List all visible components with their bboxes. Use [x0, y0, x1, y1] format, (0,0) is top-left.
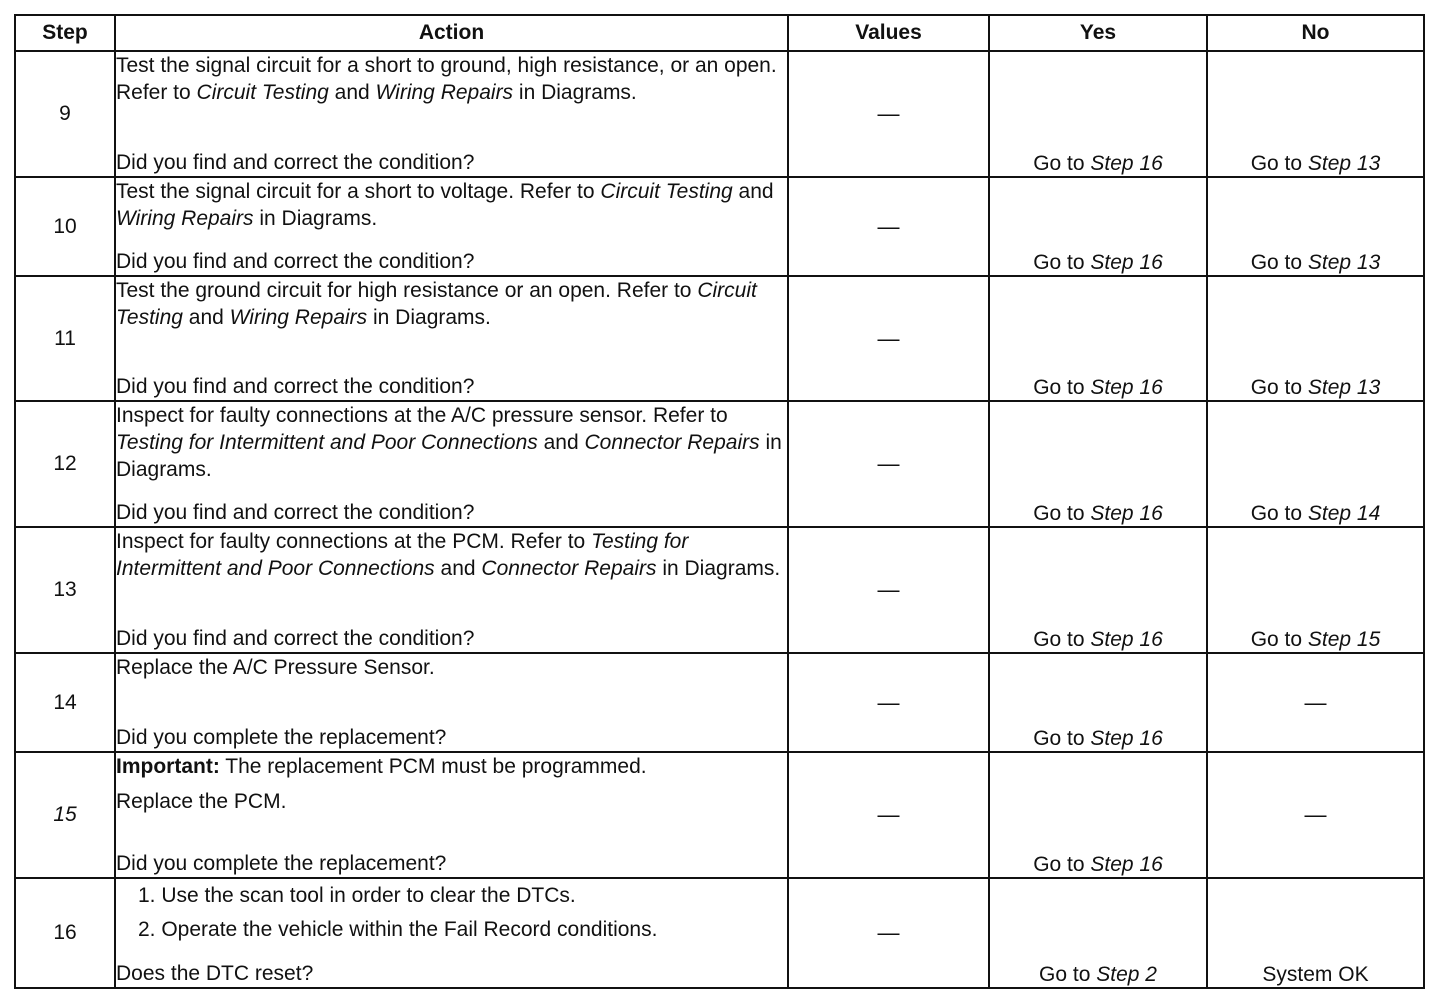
action-question: Did you find and correct the condition? [116, 501, 475, 524]
instruction-text: in Diagrams. [656, 557, 781, 580]
yes-goto[interactable] [989, 653, 1207, 752]
goto-step[interactable]: Step 16 [1090, 853, 1163, 876]
action-cell [115, 51, 788, 177]
goto-label: Go to [1033, 376, 1091, 399]
header-values: Values [788, 15, 989, 51]
table-row [15, 527, 1424, 653]
yes-goto[interactable] [989, 527, 1207, 653]
instruction-text: and [537, 431, 585, 454]
yes-goto[interactable] [989, 51, 1207, 177]
header-yes: Yes [989, 15, 1207, 51]
goto-label: Go to [1033, 628, 1091, 651]
reference-link[interactable]: Testing for Intermittent and Poor Connections [116, 530, 689, 580]
action-instruction: Replace the A/C Pressure Sensor. [116, 656, 435, 679]
action-instruction [116, 402, 787, 483]
action-instruction [116, 52, 787, 106]
reference-link[interactable]: Circuit Testing [600, 180, 733, 203]
action-cell [115, 653, 788, 752]
instruction-text: Test the signal circuit for a short to ground, high resistance, or an open. Refer to [116, 54, 777, 104]
goto-step[interactable]: Step 16 [1090, 628, 1163, 651]
list-item: 1. Use the scan tool in order to clear the DTCs. [138, 884, 576, 907]
goto-step[interactable]: Step 13 [1307, 251, 1381, 274]
reference-link[interactable]: Circuit Testing [196, 81, 329, 104]
action-question: Does the DTC reset? [116, 962, 314, 985]
goto-label: Go to [1250, 376, 1308, 399]
action-cell [115, 527, 788, 653]
action-question: Did you complete the replacement? [116, 726, 447, 749]
action-cell [115, 177, 788, 276]
step-number: 15 [15, 752, 115, 878]
step-number: 13 [15, 527, 115, 653]
table-row [15, 177, 1424, 276]
table-row [15, 51, 1424, 177]
goto-label: Go to [1250, 628, 1308, 651]
important-label: Important: [116, 755, 220, 778]
step-number: 10 [15, 177, 115, 276]
values-cell: — [788, 276, 989, 401]
reference-link[interactable]: Wiring Repairs [375, 81, 514, 104]
reference-link[interactable]: Connector Repairs [481, 557, 657, 580]
action-cell [115, 878, 788, 988]
values-cell: — [788, 401, 989, 527]
action-question: Did you find and correct the condition? [116, 627, 475, 650]
goto-label: Go to [1250, 152, 1308, 175]
table-row [15, 752, 1424, 878]
instruction-text: and [434, 557, 482, 580]
goto-label: Go to [1033, 853, 1091, 876]
action-instruction [116, 178, 787, 232]
instruction-text: and [732, 180, 774, 203]
header-no: No [1207, 15, 1424, 51]
step-number: 16 [15, 878, 115, 988]
no-goto[interactable] [1207, 51, 1424, 177]
values-cell: — [788, 878, 989, 988]
goto-label: Go to [1033, 152, 1091, 175]
goto-step[interactable]: Step 16 [1090, 251, 1163, 274]
yes-goto[interactable] [989, 878, 1207, 988]
reference-link[interactable]: Connector Repairs [584, 431, 760, 454]
goto-label: Go to [1033, 727, 1091, 750]
goto-step[interactable]: Step 15 [1307, 628, 1381, 651]
yes-goto[interactable] [989, 177, 1207, 276]
goto-label: Go to [1033, 251, 1091, 274]
instruction-text: in Diagrams. [253, 207, 378, 230]
instruction-text: Inspect for faulty connections at the PCM. Refer to [116, 530, 592, 553]
step-number: 11 [15, 276, 115, 401]
list-item: 2. Operate the vehicle within the Fail Record conditions. [138, 918, 658, 941]
header-step: Step [15, 15, 115, 51]
reference-link[interactable]: Circuit Testing [116, 279, 757, 329]
table-row [15, 276, 1424, 401]
instruction-text: and [182, 306, 230, 329]
yes-goto[interactable] [989, 276, 1207, 401]
instruction-text: Test the signal circuit for a short to voltage. Refer to [116, 180, 601, 203]
goto-label: Go to [1039, 963, 1097, 986]
action-cell [115, 401, 788, 527]
goto-label: Go to [1250, 502, 1308, 525]
instruction-text: and [328, 81, 376, 104]
no-goto[interactable] [1207, 276, 1424, 401]
action-question: Did you find and correct the condition? [116, 250, 475, 273]
goto-step[interactable]: Step 16 [1090, 152, 1163, 175]
instruction-text: in Diagrams. [116, 431, 782, 481]
table-row [15, 653, 1424, 752]
no-goto[interactable] [1207, 177, 1424, 276]
important-text: The replacement PCM must be programmed. [219, 755, 647, 778]
goto-step[interactable]: Step 16 [1090, 502, 1163, 525]
table-row [15, 401, 1424, 527]
header-row [15, 15, 1424, 51]
values-cell: — [788, 177, 989, 276]
goto-step[interactable]: Step 13 [1307, 376, 1381, 399]
yes-goto[interactable] [989, 752, 1207, 878]
goto-label: Go to [1250, 251, 1308, 274]
action-instruction [116, 277, 787, 331]
goto-step[interactable]: Step 16 [1090, 727, 1163, 750]
values-cell: — [788, 752, 989, 878]
no-value: — [1207, 752, 1424, 878]
diagnostic-table [14, 14, 1425, 989]
values-cell: — [788, 527, 989, 653]
action-instruction [116, 528, 787, 582]
values-cell: — [788, 653, 989, 752]
table-row [15, 878, 1424, 988]
action-instruction: Replace the PCM. [116, 790, 287, 813]
reference-link[interactable]: Wiring Repairs [116, 207, 254, 230]
header-action: Action [115, 15, 788, 51]
no-value: — [1207, 653, 1424, 752]
action-question: Did you find and correct the condition? [116, 375, 475, 398]
important-note [116, 753, 787, 780]
no-result: System OK [1207, 878, 1424, 988]
action-cell [115, 276, 788, 401]
reference-link[interactable]: Wiring Repairs [229, 306, 368, 329]
yes-goto[interactable] [989, 401, 1207, 527]
no-goto[interactable] [1207, 401, 1424, 527]
instruction-text: in Diagrams. [513, 81, 637, 104]
goto-label: Go to [1033, 502, 1091, 525]
action-question: Did you complete the replacement? [116, 852, 447, 875]
no-goto[interactable] [1207, 527, 1424, 653]
instruction-text: Test the ground circuit for high resistance or an open. Refer to [116, 279, 698, 302]
instruction-text: in Diagrams. [367, 306, 491, 329]
goto-step[interactable]: Step 13 [1307, 152, 1381, 175]
reference-link[interactable]: Testing for Intermittent and Poor Connections [116, 431, 538, 454]
action-question: Did you find and correct the condition? [116, 151, 475, 174]
goto-step[interactable]: Step 2 [1096, 963, 1157, 986]
goto-step[interactable]: Step 14 [1307, 502, 1381, 525]
values-cell: — [788, 51, 989, 177]
action-cell [115, 752, 788, 878]
goto-step[interactable]: Step 16 [1090, 376, 1163, 399]
step-number: 9 [15, 51, 115, 177]
numbered-list [116, 879, 787, 947]
step-number: 14 [15, 653, 115, 752]
step-number: 12 [15, 401, 115, 527]
instruction-text: Inspect for faulty connections at the A/C pressure sensor. Refer to [116, 404, 728, 427]
